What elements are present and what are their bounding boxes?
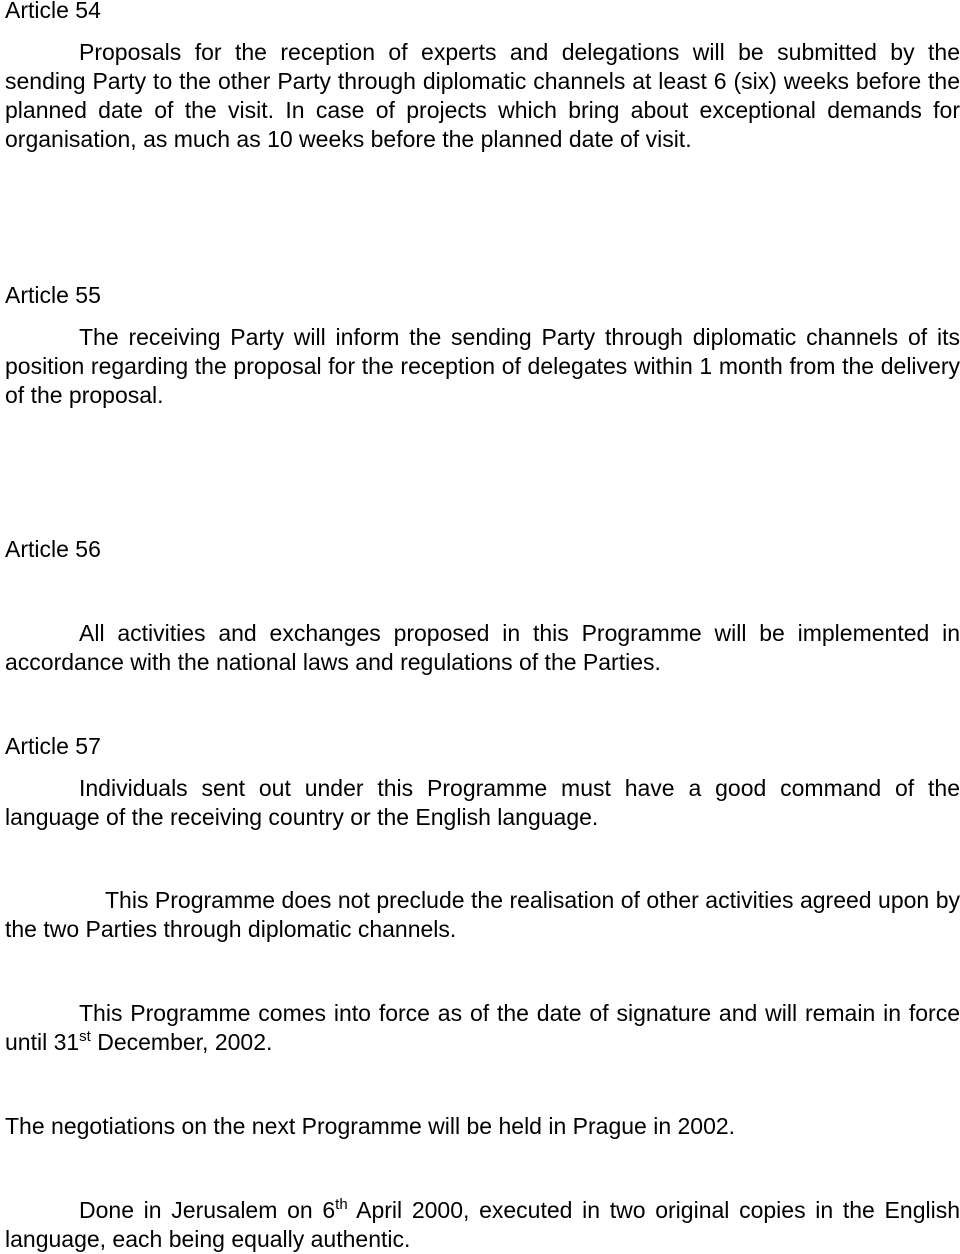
article-54-heading: Article 54 [5, 0, 101, 23]
article-54-text: Proposals for the reception of experts and delegations will be submitted by the sending Party to the other Party through diplomatic channels at least 6 (six) weeks before the planned date of the visit. In case of projects which bring about exceptional demands for organisation, as much as 10 weeks before the planned date of visit. [5, 39, 960, 152]
article-55-text: The receiving Party will inform the sending Party through diplomatic channels of its position regarding the proposal for the reception of delegates within 1 month from the delivery of the proposal. [5, 324, 960, 408]
signature-paragraph: Done in Jerusalem on 6th April 2000, executed in two original copies in the English language, each being equally authentic. [5, 1196, 960, 1252]
article-56-text: All activities and exchanges proposed in this Programme will be implemented in accordance with the national laws and regulations of the Parties. [5, 620, 960, 675]
article-57-text: Individuals sent out under this Programme must have a good command of the language of the receiving country or the English language. [5, 775, 960, 830]
ordinal-suffix: st [79, 1028, 91, 1045]
article-56-heading: Article 56 [5, 536, 101, 562]
ordinal-suffix: th [335, 1196, 348, 1213]
article-57-heading: Article 57 [5, 733, 101, 759]
negotiations-paragraph: The negotiations on the next Programme will be held in Prague in 2002. [5, 1113, 736, 1139]
entry-into-force-paragraph: This Programme comes into force as of the date of signature and will remain in force until 31st December, 2002. [5, 1000, 960, 1055]
other-activities-paragraph: This Programme does not preclude the realisation of other activities agreed upon by the two Parties through diplomatic channels. [5, 887, 960, 942]
article-55-heading: Article 55 [5, 282, 101, 308]
